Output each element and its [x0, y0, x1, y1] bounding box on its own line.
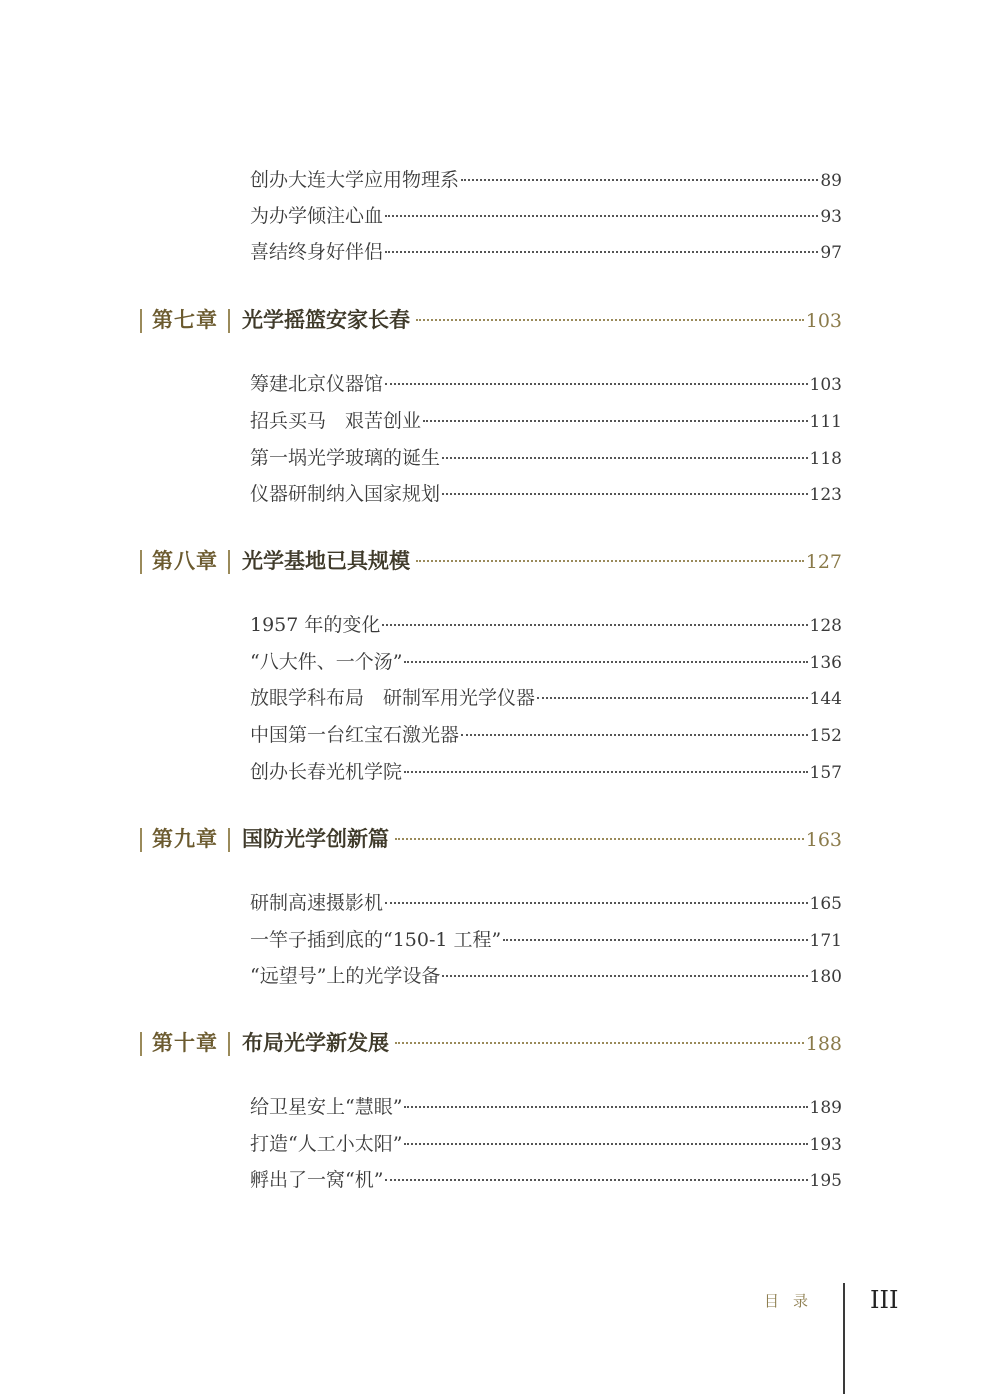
toc-entry-page: 123 [809, 485, 842, 505]
toc-entry-page: 111 [809, 412, 842, 432]
toc-entry[interactable] [250, 650, 842, 675]
chapter-bar [140, 1032, 142, 1056]
toc-entry-page: 144 [809, 689, 842, 709]
toc-entry-page: 152 [809, 726, 842, 746]
toc-entry[interactable] [250, 686, 842, 711]
chapter-bar [140, 550, 142, 574]
running-footer-label: 目录 [764, 1292, 823, 1310]
toc-entry-title: 放眼学科布局 研制军用光学仪器 [250, 687, 536, 709]
toc-entry-page: 165 [809, 894, 842, 914]
dot-leader [442, 493, 808, 495]
dot-leader [442, 457, 808, 459]
toc-entry[interactable] [250, 482, 842, 507]
toc-entry-page: 195 [809, 1171, 842, 1191]
dot-leader [404, 661, 807, 663]
dot-leader [395, 838, 804, 840]
toc-entry[interactable] [250, 760, 842, 785]
toc-entry[interactable] [250, 723, 842, 748]
toc-entry-title: 研制高速摄影机 [250, 892, 384, 914]
chapter-bar [228, 828, 230, 852]
toc-entry[interactable] [250, 409, 842, 434]
toc-entry-page: 93 [820, 207, 842, 227]
dot-leader [537, 697, 808, 699]
dot-leader [385, 251, 818, 253]
chapter-page: 127 [805, 551, 842, 573]
chapter-heading[interactable] [140, 1029, 842, 1058]
chapter-heading[interactable] [140, 306, 842, 335]
toc-entry-title: 打造“人工小太阳” [250, 1133, 403, 1155]
toc-entry-title: 招兵买马 艰苦创业 [250, 410, 422, 432]
toc-entry-page: 193 [809, 1135, 842, 1155]
page-number: III [870, 1286, 899, 1314]
dot-leader [423, 420, 808, 422]
chapter-page: 163 [805, 829, 842, 851]
dot-leader [385, 1179, 807, 1181]
toc-entry-title: 喜结终身好伴侣 [250, 241, 384, 263]
dot-leader [442, 975, 807, 977]
chapter-bar [228, 1032, 230, 1056]
toc-entry-page: 103 [809, 375, 842, 395]
toc-entry-page: 97 [820, 243, 842, 263]
dot-leader [416, 560, 804, 562]
chapter-title: 布局光学新发展 [242, 1030, 389, 1055]
dot-leader [404, 1106, 807, 1108]
chapter-page: 188 [805, 1033, 842, 1055]
toc-entry-page: 128 [809, 616, 842, 636]
dot-leader [503, 939, 807, 941]
toc-entry[interactable] [250, 372, 842, 397]
toc-entry-page: 180 [809, 967, 842, 987]
toc-entry[interactable] [250, 613, 842, 638]
toc-entry-title: 孵出了一窝“机” [250, 1169, 384, 1191]
chapter-heading[interactable] [140, 547, 842, 576]
toc-entry-title: 一竿子插到底的“150-1 工程” [250, 929, 502, 951]
chapter-bar [228, 550, 230, 574]
chapter-bar [140, 828, 142, 852]
toc-entry-title: 给卫星安上“慧眼” [250, 1096, 403, 1118]
chapter-number: 第七章 [152, 307, 218, 332]
chapter-title: 光学基地已具规模 [242, 548, 410, 573]
toc-entry-title: 创办长春光机学院 [250, 761, 403, 783]
toc-entry-page: 171 [809, 931, 842, 951]
toc-entry-title: 仪器研制纳入国家规划 [250, 483, 441, 505]
footer-divider [843, 1283, 845, 1394]
dot-leader [404, 1143, 807, 1145]
dot-leader [385, 902, 808, 904]
toc-entry-title: 中国第一台红宝石激光器 [250, 724, 460, 746]
toc-entry-title: 第一埚光学玻璃的诞生 [250, 447, 441, 469]
dot-leader [382, 624, 807, 626]
toc-entry-page: 136 [809, 653, 842, 673]
toc-entry[interactable] [250, 891, 842, 916]
toc-entry[interactable] [250, 964, 842, 989]
toc-entry[interactable] [250, 204, 842, 229]
toc-entry[interactable] [250, 1168, 842, 1193]
toc-entry-page: 189 [809, 1098, 842, 1118]
chapter-page: 103 [805, 310, 842, 332]
toc-entry[interactable] [250, 446, 842, 471]
dot-leader [385, 215, 818, 217]
toc-entry-title: 1957 年的变化 [250, 614, 381, 636]
toc-entry-page: 89 [820, 171, 842, 191]
chapter-number: 第九章 [152, 826, 218, 851]
chapter-heading[interactable] [140, 825, 842, 854]
dot-leader [461, 734, 808, 736]
toc-entry[interactable] [250, 240, 842, 265]
chapter-title: 国防光学创新篇 [242, 826, 389, 851]
dot-leader [461, 179, 818, 181]
dot-leader [385, 383, 808, 385]
toc-entry-title: 筹建北京仪器馆 [250, 373, 384, 395]
dot-leader [416, 319, 804, 321]
chapter-title: 光学摇篮安家长春 [242, 307, 410, 332]
dot-leader [395, 1042, 804, 1044]
toc-entry[interactable] [250, 168, 842, 193]
toc-entry-title: “八大件、一个汤” [250, 651, 403, 673]
toc-entry-page: 118 [809, 449, 842, 469]
toc-entry[interactable] [250, 1132, 842, 1157]
chapter-number: 第十章 [152, 1030, 218, 1055]
toc-entry[interactable] [250, 1095, 842, 1120]
chapter-bar [140, 309, 142, 333]
toc-entry-title: 为办学倾注心血 [250, 205, 384, 227]
dot-leader [404, 771, 808, 773]
toc-entry[interactable] [250, 928, 842, 953]
toc-entry-title: “远望号”上的光学设备 [250, 965, 441, 987]
chapter-bar [228, 309, 230, 333]
toc-entry-title: 创办大连大学应用物理系 [250, 169, 460, 191]
toc-entry-page: 157 [809, 763, 842, 783]
chapter-number: 第八章 [152, 548, 218, 573]
